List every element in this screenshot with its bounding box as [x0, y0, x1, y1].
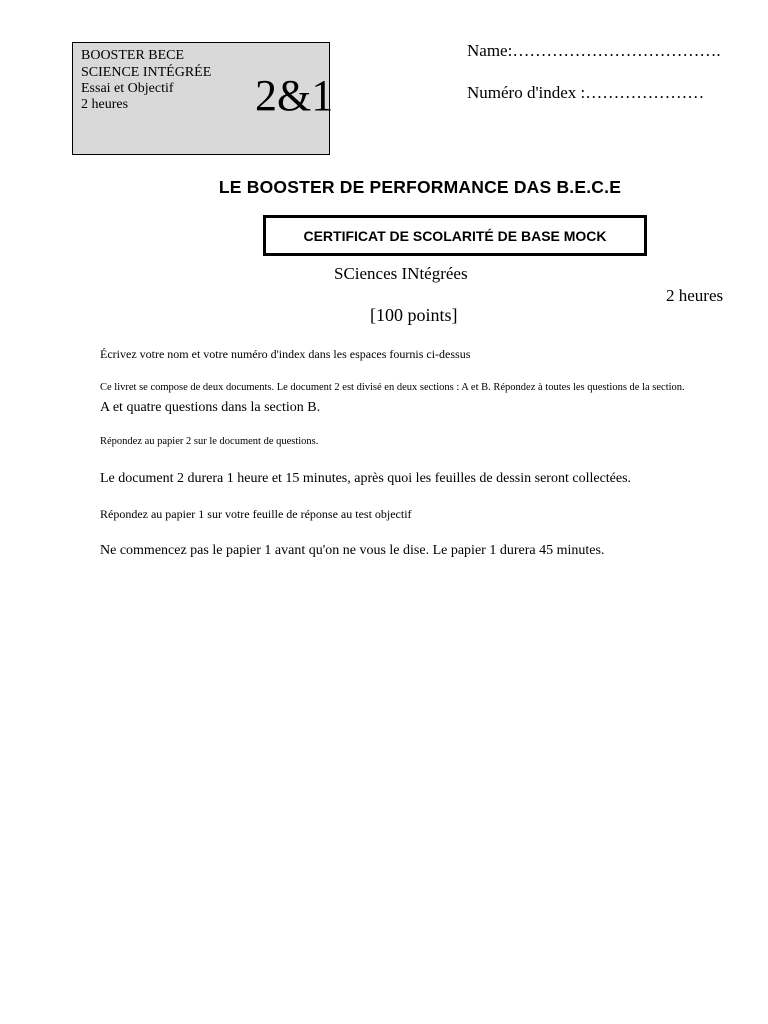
label-line-type: Essai et Objectif [81, 81, 174, 96]
label-line-subject: SCIENCE INTÉGRÉE [81, 65, 212, 80]
index-number-field: Numéro d'index :………………… [467, 83, 705, 102]
instruction-item: Répondez au papier 2 sur le document de questions. [100, 436, 319, 447]
subject-heading: SCiences INtégrées [334, 264, 468, 283]
paper-number: 2&1 [255, 71, 334, 120]
certificate-title: CERTIFICAT DE SCOLARITÉ DE BASE MOCK [303, 227, 607, 244]
exam-label-box [72, 42, 334, 155]
instruction-item: Répondez au papier 1 sur votre feuille de réponse au test objectif [100, 507, 412, 521]
label-line-duration: 2 heures [81, 97, 129, 112]
name-field: Name:………………………………. [467, 41, 721, 60]
duration-text: 2 heures [666, 286, 724, 305]
points-text: [100 points] [370, 305, 458, 325]
page-title: LE BOOSTER DE PERFORMANCE DAS B.E.C.E [218, 177, 622, 197]
instruction-item: A et quatre questions dans la section B. [100, 400, 321, 415]
certificate-box [263, 215, 647, 256]
label-line-exam-name: BOOSTER BECE [81, 48, 185, 63]
instruction-item: Le document 2 durera 1 heure et 15 minutes, après quoi les feuilles de dessin seront collectées. [100, 471, 632, 486]
instruction-item: Ce livret se compose de deux documents. Le document 2 est divisé en deux sections : A et B. Répondez à toutes les questions de la section. [100, 382, 685, 393]
instruction-item: Ne commencez pas le papier 1 avant qu'on ne vous le dise. Le papier 1 durera 45 minutes. [100, 543, 605, 558]
instruction-item: Écrivez votre nom et votre numéro d'index dans les espaces fournis ci-dessus [100, 347, 471, 361]
